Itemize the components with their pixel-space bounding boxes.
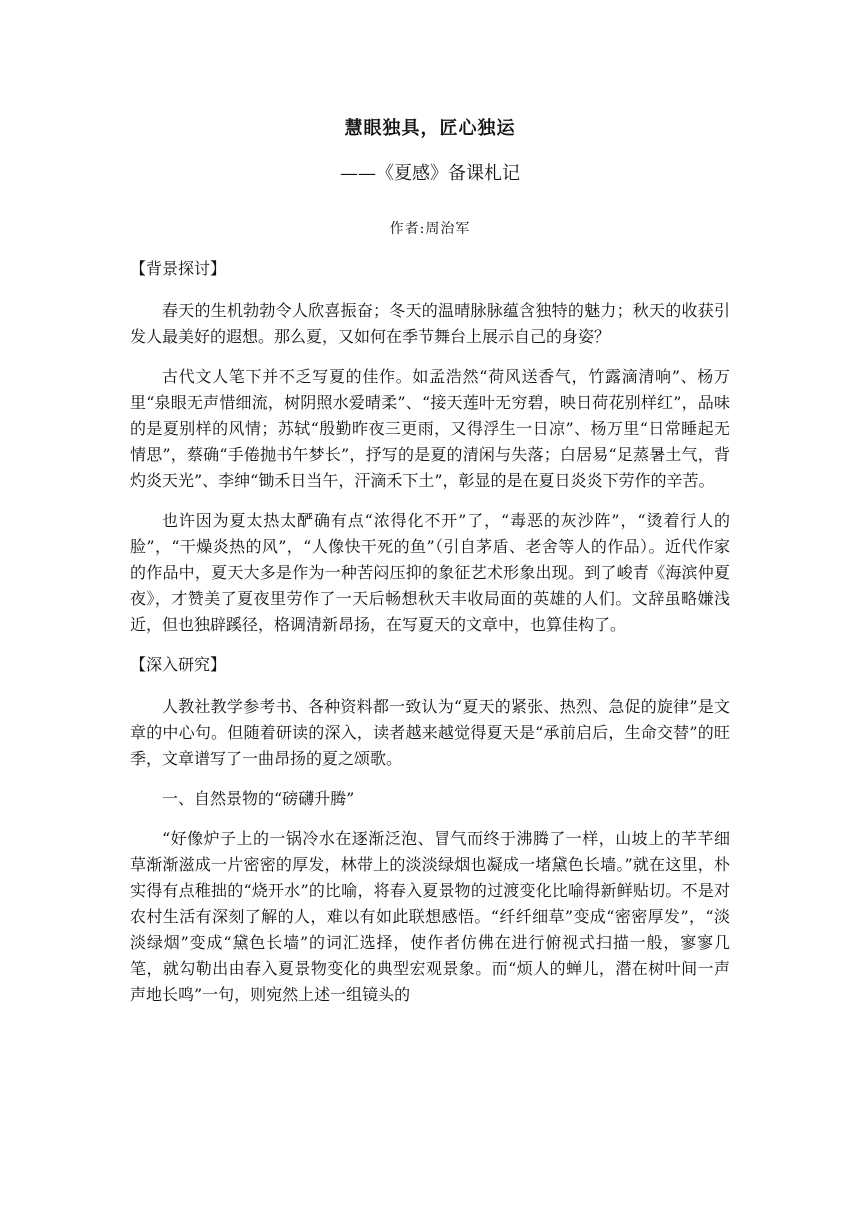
paragraph: 也许因为夏太热太酽确有点“浓得化不开”了，“毒恶的灰沙阵”，“烫着行人的脸”，“干燥炎热的风”，“人像快干死的鱼”（引自茅盾、老舍等人的作品）。近代作家的作品中，夏天大多是作为一种苦闷压抑的象征艺术形象出现。到了峻青《海滨仲夏夜》，才赞美了夏夜里劳作了一天后畅想秋天丰收局面的英雄的人们。文辞虽略嫌浅近，但也独辟蹊径，格调清新昂扬，在写夏天的文章中，也算佳构了。: [130, 511, 730, 634]
document-title: 慧眼独具，匠心独运: [344, 118, 516, 139]
subsection-heading: 一、自然景物的“磅礴升腾”: [162, 789, 355, 808]
paragraph: 春天的生机勃勃令人欣喜振奋；冬天的温晴脉脉蕴含独特的魅力；秋天的收获引发人最美好的遐想。那么夏，又如何在季节舞台上展示自己的身姿？: [130, 301, 730, 346]
document-body: [130, 256, 730, 1022]
section-label-research: 【深入研究】: [130, 655, 227, 674]
paragraph: 古代文人笔下并不乏写夏的佳作。如孟浩然“荷风送香气，竹露滴清响”、杨万里“泉眼无声惜细流，树阴照水爱晴柔”、“接天莲叶无穷碧，映日荷花别样红”，品味的是夏别样的风情；苏轼“殷勤昨夜三更雨，又得浮生一日凉”、杨万里“日常睡起无情思”，蔡确“手倦抛书午梦长”，抒写的是夏的清闲与失落；白居易“足蒸暑土气，背灼炎天光”、李绅“锄禾日当午，汗滴禾下土”，彰显的是在夏日炎炎下劳作的辛苦。: [130, 367, 730, 490]
author-line: 作者:周治军: [389, 221, 471, 237]
paragraph: “好像炉子上的一锅冷水在逐渐泛泡、冒气而终于沸腾了一样，山坡上的芊芊细草渐渐滋成一片密密的厚发，林带上的淡淡绿烟也凝成一堵黛色长墙。”就在这里，朴实得有点稚拙的“烧开水”的比喻，将春入夏景物的过渡变化比喻得新鲜贴切。不是对农村生活有深刻了解的人，难以有如此联想感悟。“纤纤细草”变成“密密厚发”，“淡淡绿烟”变成“黛色长墙”的词汇选择，使作者仿佛在进行俯视式扫描一般，寥寥几笔，就勾勒出由春入夏景物变化的典型宏观景象。而“烦人的蝉儿，潜在树叶间一声声地长鸣”一句，则宛然上述一组镜头的: [130, 829, 730, 1004]
section-label-background: 【背景探讨】: [130, 259, 227, 278]
document-subtitle: ——《夏感》备课札记: [340, 163, 520, 184]
paragraph: 人教社教学参考书、各种资料都一致认为“夏天的紧张、热烈、急促的旋律”是文章的中心句。但随着研读的深入，读者越来越觉得夏天是“承前启后，生命交替”的旺季，文章谱写了一曲昂扬的夏之颂歌。: [130, 697, 730, 768]
